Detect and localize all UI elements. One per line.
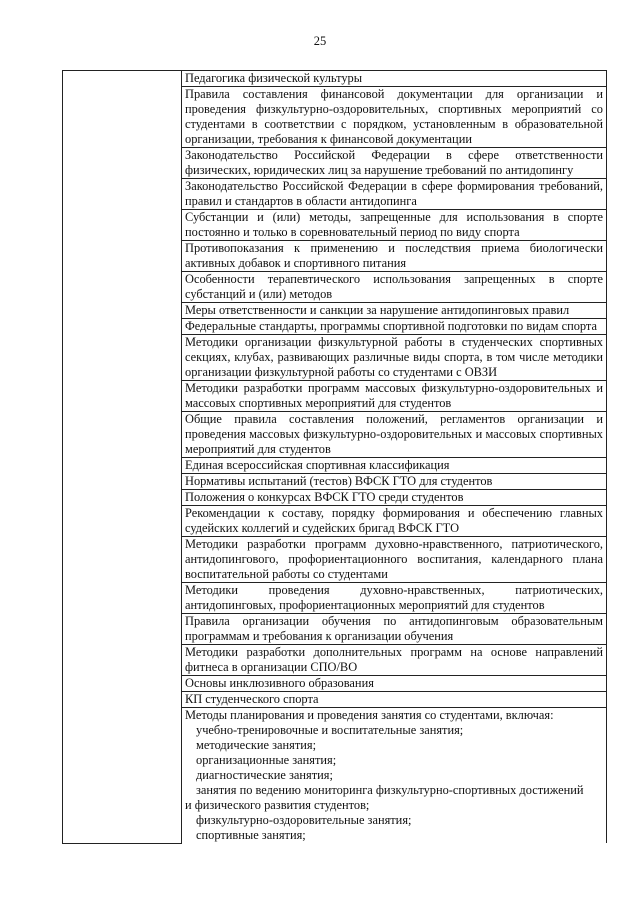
table-cell: Правила составления финансовой документации для организации и проведения физкультурно-оздоровительных, спортивных мероприятий со студентами в соответствии с порядком, установленным в образовательной организации, требования к финансовой документации <box>182 87 607 148</box>
table-row <box>63 71 607 87</box>
table-cell: Субстанции и (или) методы, запрещенные для использования в спорте постоянно и только в соревновательный период по виду спорта <box>182 210 607 241</box>
table-cell: Федеральные стандарты, программы спортивной подготовки по видам спорта <box>182 319 607 335</box>
table-cell: Законодательство Российской Федерации в сфере ответственности физических, юридических лиц за нарушение требований по антидопингу <box>182 148 607 179</box>
table-cell: Правила организации обучения по антидопинговым образовательным программам и требования к организации обучения <box>182 614 607 645</box>
table-cell: Общие правила составления положений, регламентов организации и проведения массовых физкультурно-оздоровительных и массовых спортивных мероприятий для студентов <box>182 412 607 458</box>
table-cell: Нормативы испытаний (тестов) ВФСК ГТО для студентов <box>182 474 607 490</box>
table-cell: Методики организации физкультурной работы в студенческих спортивных секциях, клубах, развивающих различные виды спорта, в том числе методики организации физкультурной работы со студентами с ОВЗИ <box>182 335 607 381</box>
competency-table <box>62 70 607 844</box>
table-cell: Противопоказания к применению и последствия приема биологически активных добавок и спортивного питания <box>182 241 607 272</box>
list-item: физкультурно-оздоровительные занятия; <box>196 813 412 827</box>
list-item: учебно-тренировочные и воспитательные занятия; <box>196 723 464 737</box>
left-column-cell <box>63 71 182 844</box>
table-cell: Методики разработки программ духовно-нравственного, патриотического, антидопингового, профориентационного воспитания, календарного плана воспитательной работы со студентами <box>182 537 607 583</box>
table-cell: Единая всероссийская спортивная классификация <box>182 458 607 474</box>
table-cell-methods-list <box>182 708 607 844</box>
list-item: спортивные занятия; <box>196 828 306 842</box>
table-cell: Методики проведения духовно-нравственных, патриотических, антидопинговых, профориентационных мероприятий для студентов <box>182 583 607 614</box>
table-cell: Методики разработки дополнительных программ на основе направлений фитнеса в организации СПО/ВО <box>182 645 607 676</box>
list-item: организационные занятия; <box>196 753 337 767</box>
table-cell: Рекомендации к составу, порядку формирования и обеспечению главных судейских коллегий и судейских бригад ВФСК ГТО <box>182 506 607 537</box>
list-item: занятия по ведению мониторинга физкультурно-спортивных достижений <box>196 783 584 797</box>
table-cell: Законодательство Российской Федерации в сфере формирования требований, правил и стандартов в области антидопинга <box>182 179 607 210</box>
list-intro: Методы планирования и проведения занятия со студентами, включая: <box>185 708 554 722</box>
list-item: методические занятия; <box>196 738 317 752</box>
table-cell: КП студенческого спорта <box>182 692 607 708</box>
table-cell: Методики разработки программ массовых физкультурно-оздоровительных и массовых спортивных мероприятий для студентов <box>182 381 607 412</box>
table-cell: Педагогика физической культуры <box>182 71 607 87</box>
page-number: 25 <box>313 34 327 48</box>
table-cell: Меры ответственности и санкции за нарушение антидопинговых правил <box>182 303 607 319</box>
list-item: диагностические занятия; <box>196 768 333 782</box>
table-cell: Основы инклюзивного образования <box>182 676 607 692</box>
table-cell: Положения о конкурсах ВФСК ГТО среди студентов <box>182 490 607 506</box>
list-item: и физического развития студентов; <box>185 798 370 812</box>
table-cell: Особенности терапевтического использования запрещенных в спорте субстанций и (или) методов <box>182 272 607 303</box>
